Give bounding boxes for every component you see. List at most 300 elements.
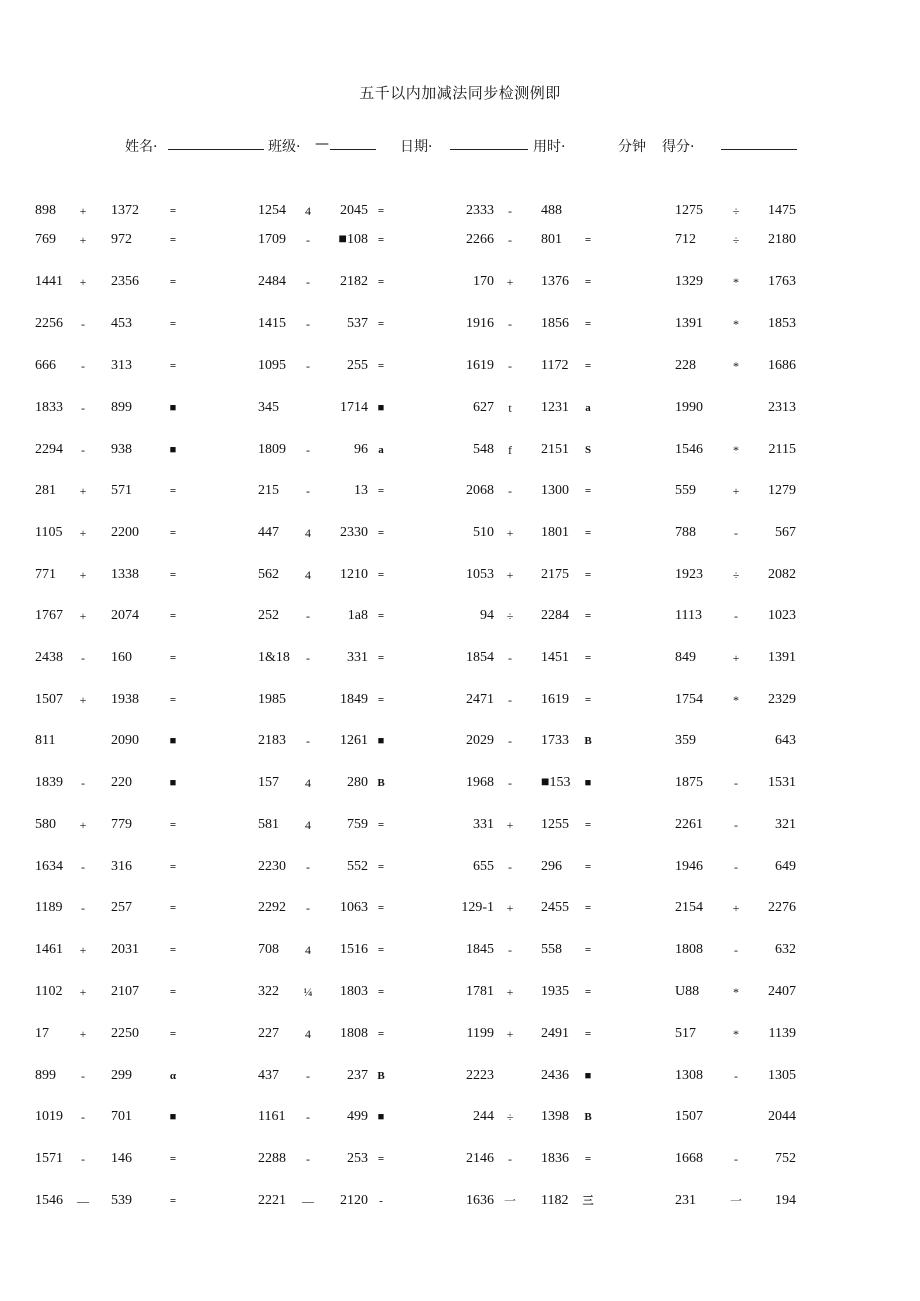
equals-sign: = [377, 986, 385, 998]
problem-row [0, 898, 920, 918]
equals-sign: = [377, 205, 385, 217]
operand-b: 321 [775, 817, 796, 832]
operand-b: 299 [111, 1068, 132, 1083]
operand-a: 1839 [35, 775, 63, 790]
operand-b: 1733 [541, 733, 569, 748]
operand-b: 2120 [340, 1193, 368, 1208]
operator: * [733, 359, 739, 373]
operand-a: 331 [473, 817, 494, 832]
operand-a: 1845 [466, 942, 494, 957]
operator: * [733, 985, 739, 999]
operand-b: 194 [775, 1193, 796, 1208]
operand-a: 1102 [35, 984, 63, 999]
equals-sign: = [584, 485, 592, 497]
operand-b: 2313 [768, 400, 796, 415]
operand-a: 170 [473, 274, 494, 289]
operator: - [306, 609, 310, 623]
operand-b: 649 [775, 859, 796, 874]
equals-sign: = [584, 360, 592, 372]
date-blank[interactable] [450, 149, 528, 150]
operator: 一 [729, 1194, 742, 1208]
operand-b: 2044 [768, 1109, 796, 1124]
operand-a: 1833 [35, 400, 63, 415]
operator: + [79, 693, 87, 707]
operator: - [306, 484, 310, 498]
operand-b: 96 [354, 442, 368, 457]
operand-a: 1441 [35, 274, 63, 289]
operand-a: 2261 [675, 817, 703, 832]
operand-a: 1254 [258, 203, 286, 218]
operator: 4 [305, 776, 311, 790]
operator: * [733, 275, 739, 289]
operand-b: 280 [347, 775, 368, 790]
operand-b: 331 [347, 650, 368, 665]
operand-b: 2329 [768, 692, 796, 707]
operator: - [81, 1152, 85, 1166]
equals-sign: B [377, 1070, 385, 1082]
equals-sign: = [584, 819, 592, 831]
operand-a: 359 [675, 733, 696, 748]
operator: + [79, 818, 87, 832]
problem-row [0, 398, 920, 418]
operand-a: 1709 [258, 232, 286, 247]
operand-b: 453 [111, 316, 132, 331]
operand-b: 1935 [541, 984, 569, 999]
operand-a: 2484 [258, 274, 286, 289]
problem-row [0, 481, 920, 501]
operand-a: 708 [258, 942, 279, 957]
operand-a: 1767 [35, 608, 63, 623]
operator: + [506, 275, 514, 289]
operator: 4 [305, 943, 311, 957]
operand-a: 2256 [35, 316, 63, 331]
operand-a: 281 [35, 483, 56, 498]
operand-b: 1255 [541, 817, 569, 832]
operator: - [81, 860, 85, 874]
operand-b: 1231 [541, 400, 569, 415]
operand-a: 811 [35, 733, 56, 748]
operand-a: 1329 [675, 274, 703, 289]
operand-b: 1853 [768, 316, 796, 331]
operand-a: 1571 [35, 1151, 63, 1166]
operand-a: 898 [35, 203, 56, 218]
operand-a: 227 [258, 1026, 279, 1041]
operand-b: 1714 [340, 400, 368, 415]
problem-row [0, 1107, 920, 1127]
operand-a: 769 [35, 232, 56, 247]
equals-sign: = [377, 569, 385, 581]
operator: 4 [305, 818, 311, 832]
operator: + [79, 1027, 87, 1041]
operator: * [733, 443, 739, 457]
operand-a: 1461 [35, 942, 63, 957]
equals-sign: ■ [377, 402, 385, 414]
equals-sign: = [377, 1028, 385, 1040]
operand-b: 2151 [541, 442, 569, 457]
class-blank[interactable] [330, 149, 376, 150]
operator: + [79, 526, 87, 540]
problem-row [0, 815, 920, 835]
operand-a: 1189 [35, 900, 63, 915]
operand-b: 1451 [541, 650, 569, 665]
class-value: — [315, 136, 329, 152]
operand-b: ■108 [338, 232, 368, 247]
operator: + [79, 275, 87, 289]
operator: - [508, 651, 512, 665]
operand-b: 1619 [541, 692, 569, 707]
equals-sign: = [584, 902, 592, 914]
operand-a: 437 [258, 1068, 279, 1083]
operand-a: 1095 [258, 358, 286, 373]
operator: - [734, 818, 738, 832]
equals-sign: = [377, 318, 385, 330]
operator: - [734, 1152, 738, 1166]
operand-b: 2082 [768, 567, 796, 582]
operand-a: 322 [258, 984, 279, 999]
equals-sign: = [377, 234, 385, 246]
operand-a: 2230 [258, 859, 286, 874]
equals-sign: = [169, 1153, 177, 1165]
operator: - [508, 693, 512, 707]
operand-a: 2438 [35, 650, 63, 665]
equals-sign: = [169, 819, 177, 831]
operand-b: 899 [111, 400, 132, 415]
operator: - [508, 204, 512, 218]
operand-a: 1781 [466, 984, 494, 999]
operand-a: 1634 [35, 859, 63, 874]
operand-b: 146 [111, 1151, 132, 1166]
equals-sign: = [584, 527, 592, 539]
operand-a: 627 [473, 400, 494, 415]
problem-row [0, 523, 920, 543]
operand-b: 779 [111, 817, 132, 832]
operand-b: 2250 [111, 1026, 139, 1041]
operand-a: 562 [258, 567, 279, 582]
operand-a: 1946 [675, 859, 703, 874]
operator: 4 [305, 204, 311, 218]
operator: - [306, 734, 310, 748]
operand-b: 1391 [768, 650, 796, 665]
operand-b: 2330 [340, 525, 368, 540]
operand-a: 2183 [258, 733, 286, 748]
operand-a: 712 [675, 232, 696, 247]
operator: — [302, 1194, 314, 1208]
operand-b: 558 [541, 942, 562, 957]
equals-sign: ■ [169, 777, 177, 789]
operand-a: 2146 [466, 1151, 494, 1166]
operand-a: 1113 [675, 608, 702, 623]
operand-b: 632 [775, 942, 796, 957]
operand-a: 1053 [466, 567, 494, 582]
operator: ÷ [732, 233, 740, 247]
operator: - [306, 233, 310, 247]
operand-b: 1182 [541, 1193, 569, 1208]
operator: - [508, 943, 512, 957]
operand-a: 2154 [675, 900, 703, 915]
equals-sign: = [169, 902, 177, 914]
problem-row [0, 1191, 920, 1211]
operator: - [81, 901, 85, 915]
operand-b: 1300 [541, 483, 569, 498]
operand-b: 571 [111, 483, 132, 498]
operand-a: 1875 [675, 775, 703, 790]
operator: - [81, 401, 85, 415]
operand-b: 499 [347, 1109, 368, 1124]
operand-a: 228 [675, 358, 696, 373]
name-blank[interactable] [168, 149, 264, 150]
operand-b: 2436 [541, 1068, 569, 1083]
equals-sign: = [169, 527, 177, 539]
operator: ÷ [506, 1110, 514, 1124]
operand-b: 552 [347, 859, 368, 874]
operand-a: 655 [473, 859, 494, 874]
operator: + [79, 985, 87, 999]
operand-a: 2471 [466, 692, 494, 707]
operator: - [306, 860, 310, 874]
operator: + [506, 526, 514, 540]
operand-b: 2182 [340, 274, 368, 289]
operand-a: 1916 [466, 316, 494, 331]
operand-b: 1849 [340, 692, 368, 707]
equals-sign: ■ [584, 1070, 592, 1082]
operator: - [306, 443, 310, 457]
operator: + [79, 943, 87, 957]
equals-sign: = [377, 1153, 385, 1165]
equals-sign: = [169, 652, 177, 664]
equals-sign: ■ [169, 444, 177, 456]
operator: - [734, 609, 738, 623]
problem-row [0, 940, 920, 960]
operator: + [506, 818, 514, 832]
operand-a: U88 [675, 984, 700, 999]
equals-sign: = [169, 694, 177, 706]
operator: - [81, 651, 85, 665]
operator: + [506, 985, 514, 999]
equals-sign: = [584, 1153, 592, 1165]
operand-b: 220 [111, 775, 132, 790]
operator: ÷ [732, 204, 740, 218]
equals-sign: = [584, 1028, 592, 1040]
operand-a: 788 [675, 525, 696, 540]
operand-b: 1376 [541, 274, 569, 289]
operand-b: 2175 [541, 567, 569, 582]
operand-a: 2333 [466, 203, 494, 218]
score-blank[interactable] [721, 149, 797, 150]
operand-a: 244 [473, 1109, 494, 1124]
operand-a: 1105 [35, 525, 63, 540]
operator: + [506, 1027, 514, 1041]
operand-b: 2284 [541, 608, 569, 623]
equals-sign: = [377, 527, 385, 539]
operand-b: 539 [111, 1193, 132, 1208]
operand-a: 1990 [675, 400, 703, 415]
operand-a: 252 [258, 608, 279, 623]
equals-sign: ■ [169, 1111, 177, 1123]
equals-sign: = [584, 569, 592, 581]
operator: - [81, 317, 85, 331]
operand-b: 2115 [768, 442, 796, 457]
operand-b: 1808 [340, 1026, 368, 1041]
problem-row [0, 1024, 920, 1044]
operator: - [734, 776, 738, 790]
equals-sign: = [584, 234, 592, 246]
operand-b: 1a8 [347, 608, 368, 623]
operand-a: 666 [35, 358, 56, 373]
operand-b: 1475 [768, 203, 796, 218]
operator: - [508, 233, 512, 247]
equals-sign: = [169, 986, 177, 998]
equals-sign: = [584, 610, 592, 622]
equals-sign: = [584, 276, 592, 288]
operator: - [306, 901, 310, 915]
equals-sign: ■ [169, 735, 177, 747]
operand-a: 849 [675, 650, 696, 665]
equals-sign: = [169, 861, 177, 873]
equals-sign: = [584, 986, 592, 998]
operator: - [508, 317, 512, 331]
operand-a: 447 [258, 525, 279, 540]
operand-b: 1938 [111, 692, 139, 707]
equals-sign: = [377, 902, 385, 914]
equals-sign: = [584, 318, 592, 330]
problem-row [0, 356, 920, 376]
operand-a: 2068 [466, 483, 494, 498]
operand-b: 2090 [111, 733, 139, 748]
page-title: 五千以内加减法同步检测例即 [359, 84, 561, 102]
operator: - [81, 1110, 85, 1124]
operand-a: 2029 [466, 733, 494, 748]
problem-row [0, 690, 920, 710]
operand-a: 215 [258, 483, 279, 498]
equals-sign: = [169, 944, 177, 956]
operand-b: 2045 [340, 203, 368, 218]
operand-a: 1546 [675, 442, 703, 457]
equals-sign: = [169, 485, 177, 497]
operand-b: 1516 [340, 942, 368, 957]
operand-a: 1619 [466, 358, 494, 373]
operand-a: 231 [675, 1193, 696, 1208]
operator: - [508, 734, 512, 748]
problem-row [0, 1066, 920, 1086]
problem-row [0, 982, 920, 1002]
operand-b: 1210 [340, 567, 368, 582]
operand-a: 771 [35, 567, 56, 582]
operand-b: 1261 [340, 733, 368, 748]
operator: ¼ [303, 985, 313, 999]
operator: - [306, 359, 310, 373]
operand-b: 1398 [541, 1109, 569, 1124]
equals-sign: = [377, 360, 385, 372]
equals-sign: B [377, 777, 385, 789]
equals-sign: B [584, 735, 592, 747]
operator: 4 [305, 568, 311, 582]
operand-b: 237 [347, 1068, 368, 1083]
equals-sign: = [377, 652, 385, 664]
operand-a: 1985 [258, 692, 286, 707]
operand-b: 296 [541, 859, 562, 874]
operand-a: 1754 [675, 692, 703, 707]
equals-sign: a [585, 402, 591, 414]
operand-a: 2288 [258, 1151, 286, 1166]
problem-row [0, 314, 920, 334]
operand-b: 255 [347, 358, 368, 373]
operand-a: 1&18 [258, 650, 290, 665]
operand-a: 129-1 [461, 900, 494, 915]
problem-row [0, 201, 920, 221]
operand-a: 581 [258, 817, 279, 832]
operand-b: 1023 [768, 608, 796, 623]
operand-b: 1063 [340, 900, 368, 915]
operand-a: 1391 [675, 316, 703, 331]
time-label: 用时· [533, 139, 566, 155]
equals-sign: ■ [169, 402, 177, 414]
operator: * [733, 1027, 739, 1041]
score-label: 得分· [662, 139, 695, 155]
operator: - [734, 526, 738, 540]
operator: - [81, 1069, 85, 1083]
operator: - [508, 860, 512, 874]
equals-sign: = [377, 485, 385, 497]
equals-sign: = [169, 569, 177, 581]
equals-sign: = [377, 819, 385, 831]
operator: - [508, 484, 512, 498]
equals-sign: = [169, 1195, 177, 1207]
operand-a: 559 [675, 483, 696, 498]
operator: - [81, 776, 85, 790]
operand-b: 938 [111, 442, 132, 457]
operand-b: 1372 [111, 203, 139, 218]
operand-a: 2266 [466, 232, 494, 247]
operand-b: 801 [541, 232, 562, 247]
operand-a: 517 [675, 1026, 696, 1041]
operand-a: 345 [258, 400, 279, 415]
operator: + [79, 233, 87, 247]
operand-b: ■153 [541, 775, 571, 790]
equals-sign: α [169, 1070, 177, 1082]
equals-sign: ■ [377, 735, 385, 747]
problem-row [0, 731, 920, 751]
equals-sign: = [169, 234, 177, 246]
operator: + [79, 568, 87, 582]
operand-b: 759 [347, 817, 368, 832]
operator: - [306, 275, 310, 289]
equals-sign: = [169, 276, 177, 288]
operand-b: 2455 [541, 900, 569, 915]
problem-row [0, 440, 920, 460]
problem-row [0, 1149, 920, 1169]
operand-a: 1668 [675, 1151, 703, 1166]
operand-b: 1856 [541, 316, 569, 331]
operator: - [734, 860, 738, 874]
operator: - [306, 1152, 310, 1166]
operand-b: 567 [775, 525, 796, 540]
operand-a: 899 [35, 1068, 56, 1083]
operand-b: 13 [354, 483, 368, 498]
operator: - [306, 1110, 310, 1124]
operand-b: 1172 [541, 358, 569, 373]
operand-b: 752 [775, 1151, 796, 1166]
operator: + [506, 901, 514, 915]
problem-row [0, 272, 920, 292]
operand-a: 1019 [35, 1109, 63, 1124]
operand-a: 1275 [675, 203, 703, 218]
problem-row [0, 857, 920, 877]
operand-b: 253 [347, 1151, 368, 1166]
equals-sign: a [378, 444, 384, 456]
operator: - [508, 776, 512, 790]
operator: - [508, 359, 512, 373]
operand-a: 94 [480, 608, 494, 623]
